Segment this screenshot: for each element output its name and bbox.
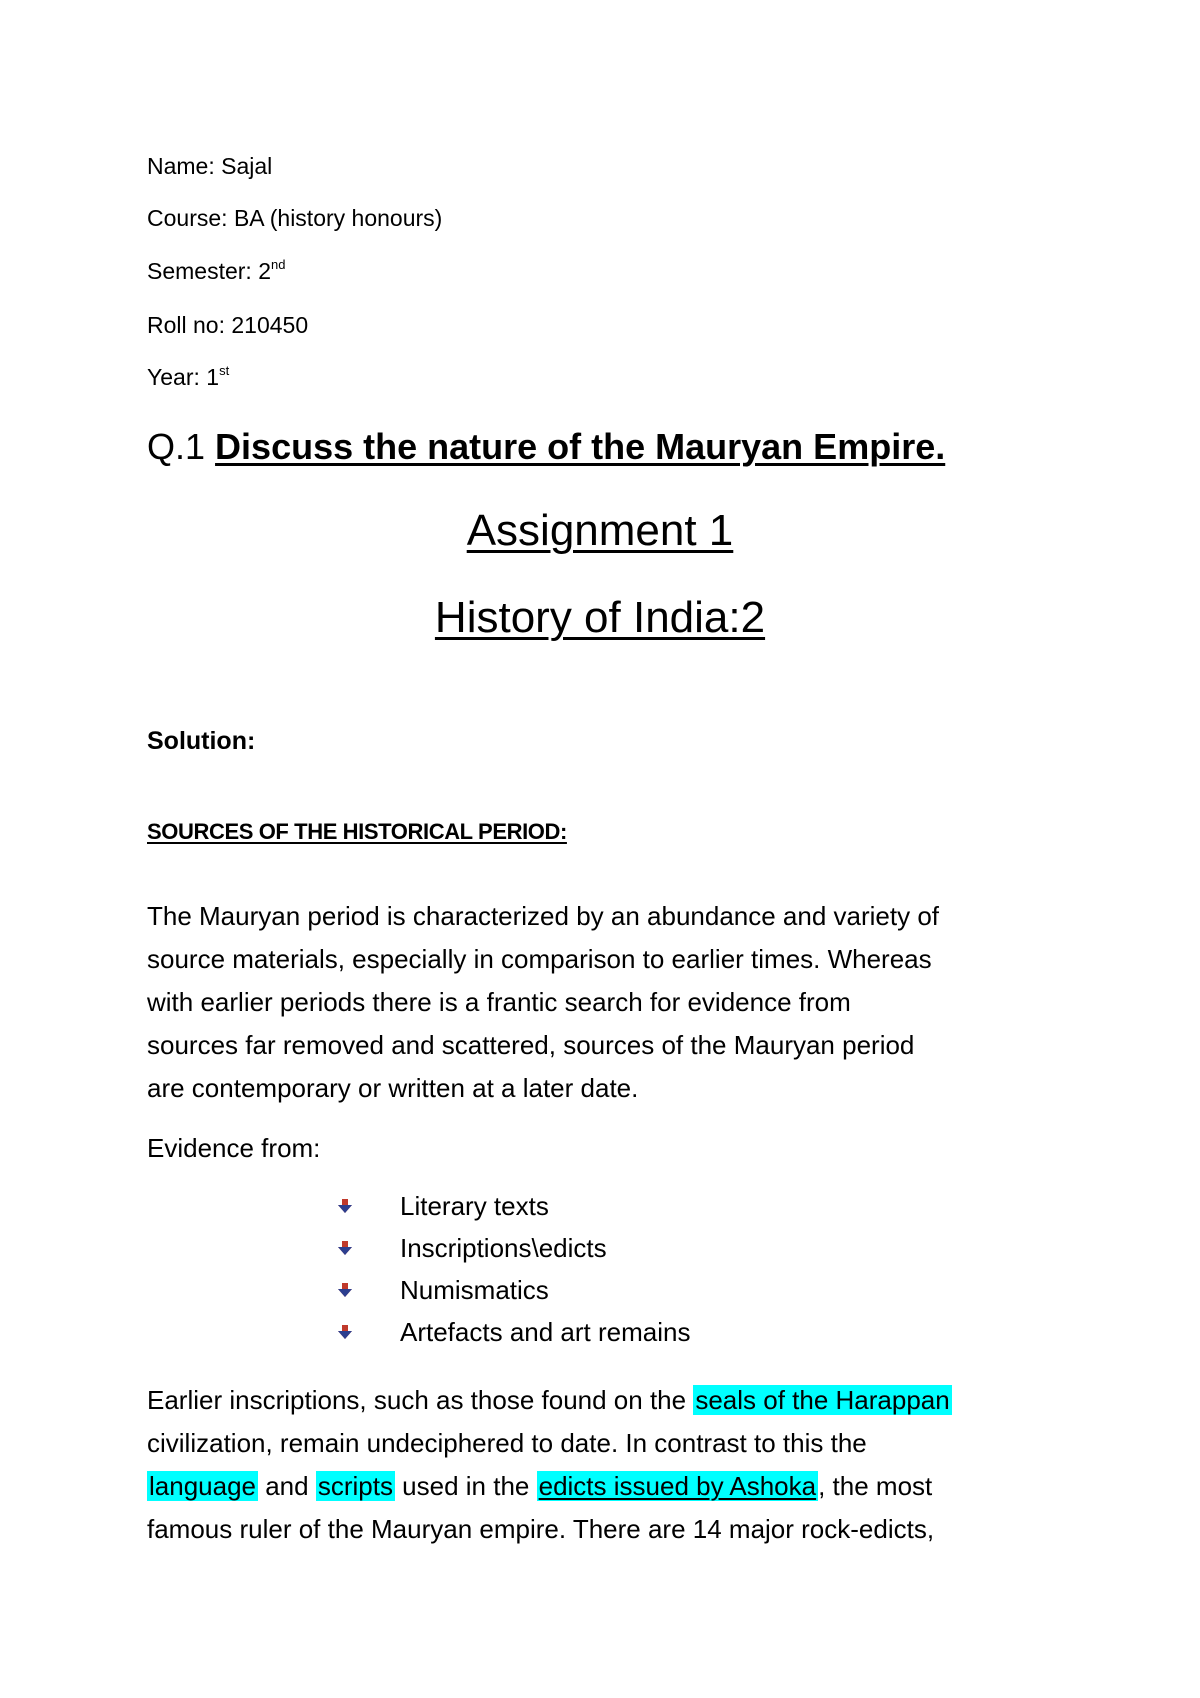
paragraph2-text: Earlier inscriptions, such as those found on the: [147, 1385, 694, 1415]
paragraph1-line: sources far removed and scattered, sources of the Mauryan period: [147, 1030, 915, 1060]
paragraph2-line: famous ruler of the Mauryan empire. There are 14 major rock-edicts,: [147, 1514, 935, 1544]
arrow-down-bullet-icon: [338, 1199, 352, 1213]
assignment-title-text: Assignment 1: [466, 506, 734, 555]
paragraph2-text: used in the: [394, 1471, 537, 1501]
paragraph1-line: with earlier periods there is a frantic search for evidence from: [147, 987, 851, 1017]
list-item: [368, 1232, 690, 1274]
question-heading: [147, 425, 945, 469]
semester-label: Semester:: [147, 258, 252, 284]
highlighted-phrase: edicts issued by Ashoka: [538, 1471, 817, 1501]
roll-line: [147, 311, 308, 339]
year-value: 1: [206, 364, 220, 390]
highlighted-phrase: scripts: [317, 1471, 393, 1501]
list-item: [368, 1316, 690, 1358]
highlighted-phrase: language: [149, 1471, 256, 1501]
paragraph2-line: civilization, remain undeciphered to date. In contrast to this the: [147, 1428, 867, 1458]
roll-value: 210450: [231, 312, 309, 338]
semester-suffix: nd: [271, 257, 286, 272]
arrow-down-bullet-icon: [338, 1283, 352, 1297]
course-title: [0, 592, 1200, 644]
semester-line: [147, 257, 285, 285]
semester-value: 2: [258, 258, 272, 284]
name-label: Name:: [147, 153, 215, 179]
paragraph2-text: and: [258, 1471, 316, 1501]
arrow-down-bullet-icon: [338, 1241, 352, 1255]
year-suffix: st: [219, 363, 230, 378]
highlighted-phrase: seals of the Harappan: [695, 1385, 950, 1415]
course-label: Course:: [147, 205, 228, 231]
evidence-item-label: Literary texts: [400, 1191, 549, 1221]
year-label: Year:: [147, 364, 200, 390]
paragraph2-line: [147, 1384, 952, 1416]
evidence-item-label: Inscriptions\edicts: [400, 1233, 607, 1263]
question-text: Discuss the nature of the Mauryan Empire.: [215, 426, 946, 467]
question-number: Q.1: [147, 426, 206, 467]
paragraph2-line: [147, 1470, 932, 1502]
list-item: [368, 1190, 690, 1232]
name-value: Sajal: [221, 153, 273, 179]
evidence-item-label: Numismatics: [400, 1275, 549, 1305]
evidence-item-label: Artefacts and art remains: [400, 1317, 691, 1347]
assignment-title: [0, 505, 1200, 557]
evidence-label: Evidence from:: [147, 1133, 321, 1163]
paragraph1-line: source materials, especially in comparison to earlier times. Whereas: [147, 944, 932, 974]
year-line: [147, 363, 229, 391]
list-item: [368, 1274, 690, 1316]
paragraph2-text: , the most: [818, 1471, 933, 1501]
course-line: [147, 204, 442, 232]
paragraph1-line: are contemporary or written at a later date.: [147, 1073, 639, 1103]
course-title-text: History of India:2: [434, 593, 766, 642]
name-line: [147, 152, 272, 180]
solution-label: Solution:: [147, 727, 256, 755]
course-value: BA (history honours): [233, 205, 443, 231]
section-heading: SOURCES OF THE HISTORICAL PERIOD:: [147, 819, 567, 844]
paragraph1-line: The Mauryan period is characterized by an abundance and variety of: [147, 901, 940, 931]
evidence-list: [368, 1190, 690, 1358]
arrow-down-bullet-icon: [338, 1325, 352, 1339]
roll-label: Roll no:: [147, 312, 225, 338]
